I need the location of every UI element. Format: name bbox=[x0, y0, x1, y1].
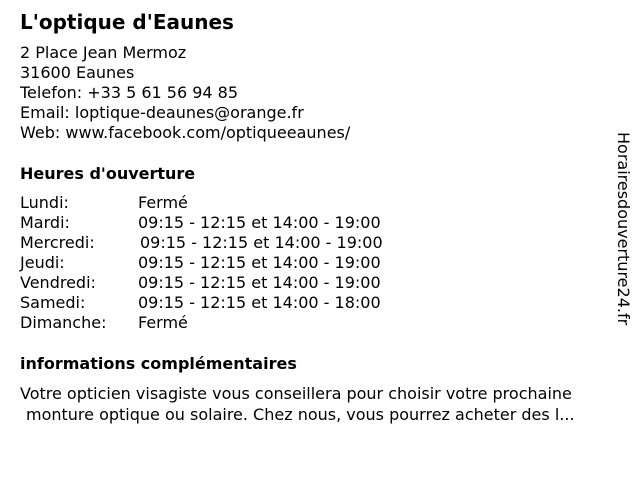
hours-time: 09:15 - 12:15 et 14:00 - 19:00 bbox=[138, 213, 381, 232]
additional-info-heading: informations complémentaires bbox=[20, 354, 297, 373]
hours-row bbox=[20, 193, 440, 213]
hours-row bbox=[20, 253, 440, 273]
hours-day: Lundi: bbox=[20, 193, 69, 212]
info-text-line: monture optique ou solaire. Chez nous, vous pourrez acheter des l... bbox=[26, 405, 575, 424]
hours-day: Dimanche: bbox=[20, 313, 107, 332]
hours-day: Vendredi: bbox=[20, 273, 96, 292]
hours-day: Samedi: bbox=[20, 293, 86, 312]
hours-row bbox=[20, 233, 440, 253]
hours-day: Jeudi: bbox=[20, 253, 65, 272]
email-line: Email: loptique-deaunes@orange.fr bbox=[20, 103, 304, 122]
hours-time: 09:15 - 12:15 et 14:00 - 18:00 bbox=[138, 293, 381, 312]
hours-time: 09:15 - 12:15 et 14:00 - 19:00 bbox=[140, 233, 383, 252]
watermark-container bbox=[612, 132, 636, 346]
hours-row bbox=[20, 273, 440, 293]
hours-row bbox=[20, 213, 440, 233]
address-street: 2 Place Jean Mermoz bbox=[20, 43, 187, 62]
opening-hours-heading: Heures d'ouverture bbox=[20, 164, 196, 183]
web-line: Web: www.facebook.com/optiqueeaunes/ bbox=[20, 123, 351, 142]
additional-info-text bbox=[20, 383, 630, 425]
address-city: 31600 Eaunes bbox=[20, 63, 135, 82]
hours-time: Fermé bbox=[138, 193, 188, 212]
hours-time: 09:15 - 12:15 et 14:00 - 19:00 bbox=[138, 273, 381, 292]
site-watermark: Horairesdouverture24.fr bbox=[614, 132, 633, 326]
store-name: L'optique d'Eaunes bbox=[20, 10, 234, 34]
hours-row bbox=[20, 293, 440, 313]
hours-day: Mardi: bbox=[20, 213, 70, 232]
hours-day: Mercredi: bbox=[20, 233, 95, 252]
hours-row bbox=[20, 313, 440, 333]
hours-time: Fermé bbox=[138, 313, 188, 332]
info-text-line: Votre opticien visagiste vous conseillera pour choisir votre prochaine bbox=[20, 384, 572, 403]
phone-line: Telefon: +33 5 61 56 94 85 bbox=[20, 83, 239, 102]
hours-time: 09:15 - 12:15 et 14:00 - 19:00 bbox=[138, 253, 381, 272]
